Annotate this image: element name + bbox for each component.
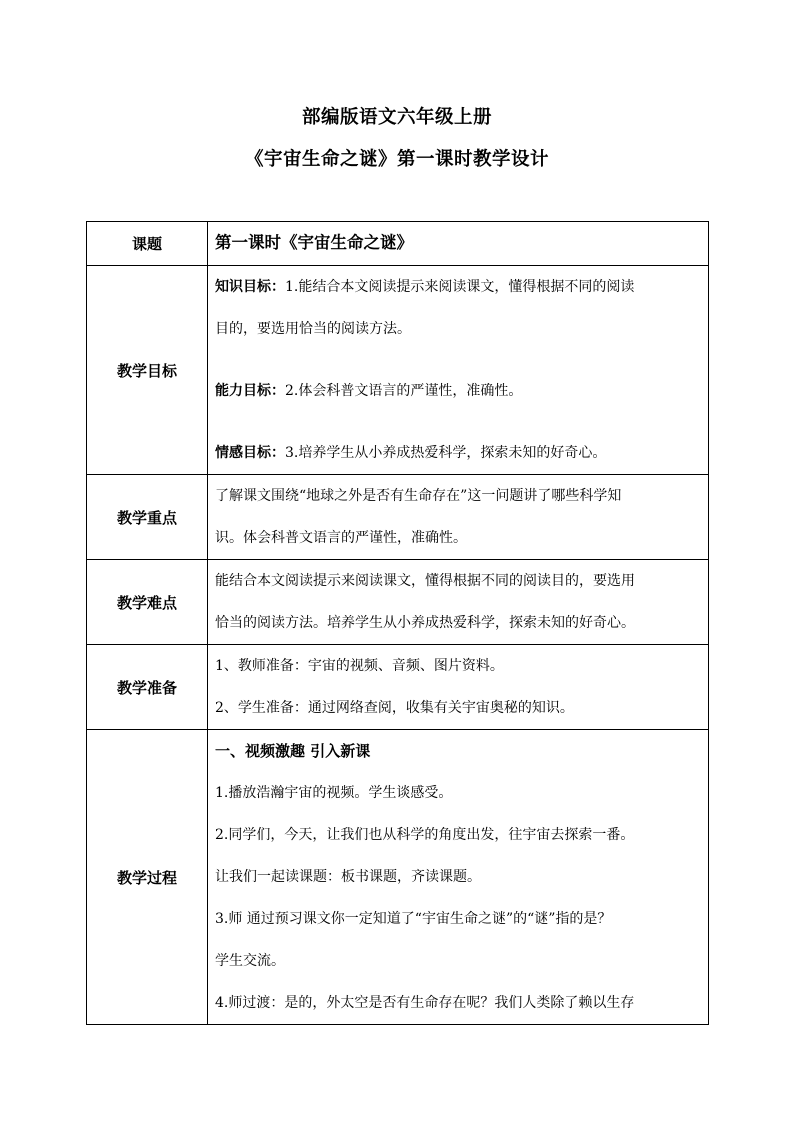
knowledge-objective-line2: 目的，要选用恰当的阅读方法。 [215, 321, 411, 337]
topic-value: 第一课时《宇宙生命之谜》 [215, 233, 413, 252]
difficulties-cell [208, 560, 709, 645]
ability-objective-text: 2.体会科普文语言的严谨性，准确性。 [285, 383, 523, 399]
knowledge-objective-text: 1.能结合本文阅读提示来阅读课文，懂得根据不同的阅读 [285, 279, 635, 295]
process-line: 学生交流。 [215, 953, 285, 969]
topic-label: 课题 [87, 222, 208, 266]
emotion-objective-label: 情感目标： [215, 445, 285, 461]
objectives-cell [208, 266, 709, 475]
topic-cell [208, 222, 709, 266]
spacer [215, 350, 704, 370]
spacer [215, 412, 704, 432]
teacher-preparation: 1、教师准备：宇宙的视频、音频、图片资料。 [215, 658, 504, 674]
process-cell [208, 730, 709, 1025]
process-line: 让我们一起读课题：板书课题，齐读课题。 [215, 869, 481, 885]
student-preparation: 2、学生准备：通过网络查阅，收集有关宇宙奥秘的知识。 [215, 700, 574, 716]
emotion-objective-text: 3.培养学生从小养成热爱科学，探索未知的好奇心。 [285, 445, 607, 461]
emotion-objective-line [215, 432, 704, 474]
topic-row [87, 222, 709, 266]
process-heading: 一、视频激趣 引入新课 [215, 742, 371, 760]
knowledge-objective-label: 知识目标： [215, 279, 285, 295]
key-points-label: 教学重点 [87, 475, 208, 560]
process-row [87, 730, 709, 1025]
process-line: 3.师 通过预习课文你一定知道了“宇宙生命之谜”的“谜”指的是？ [215, 911, 612, 927]
ability-objective-label: 能力目标： [215, 383, 285, 399]
key-points-row [87, 475, 709, 560]
process-label: 教学过程 [87, 730, 208, 1025]
difficulties-line2: 恰当的阅读方法。培养学生从小养成热爱科学，探索未知的好奇心。 [215, 615, 635, 631]
lesson-plan-table [86, 221, 709, 1025]
preparation-label: 教学准备 [87, 645, 208, 730]
process-line: 4.师过渡：是的，外太空是否有生命存在呢？我们人类除了赖以生存 [215, 995, 635, 1011]
key-points-line2: 识。体会科普文语言的严谨性，准确性。 [215, 530, 467, 546]
preparation-row [87, 645, 709, 730]
objectives-row [87, 266, 709, 475]
preparation-cell [208, 645, 709, 730]
objectives-label: 教学目标 [87, 266, 208, 475]
process-line: 1.播放浩瀚宇宙的视频。学生谈感受。 [215, 785, 453, 801]
difficulties-line1: 能结合本文阅读提示来阅读课文，懂得根据不同的阅读目的，要选用 [215, 573, 635, 589]
knowledge-objective-line1 [215, 266, 704, 308]
process-line: 2.同学们，今天，让我们也从科学的角度出发，往宇宙去探索一番。 [215, 827, 635, 843]
difficulties-label: 教学难点 [87, 560, 208, 645]
document-title: 部编版语文六年级上册 [301, 107, 492, 128]
document-subtitle: 《宇宙生命之谜》第一课时教学设计 [244, 149, 549, 170]
difficulties-row [87, 560, 709, 645]
key-points-line1: 了解课文围绕“地球之外是否有生命存在”这一问题讲了哪些科学知 [215, 488, 622, 504]
key-points-cell [208, 475, 709, 560]
ability-objective-line [215, 370, 704, 412]
